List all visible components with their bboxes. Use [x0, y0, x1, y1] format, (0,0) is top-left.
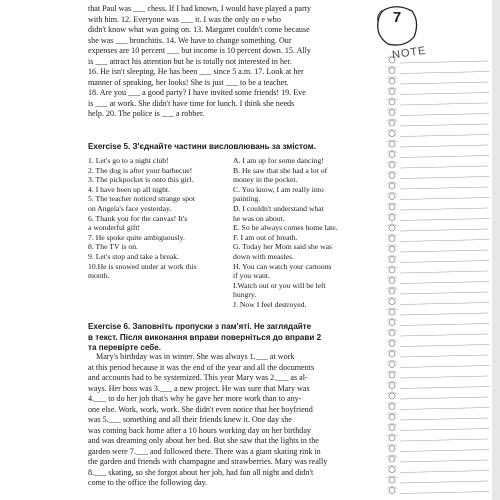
text-line: manner of speaking, her looks! She is just ___ to be a teacher.	[88, 77, 289, 87]
list-item: B. He saw that she had a lot of	[233, 165, 328, 175]
list-item: 6. Thank you for the canvas! It's	[88, 213, 188, 223]
text-line: was 5.___ something and all their friends knew it. One day she	[88, 415, 292, 424]
list-item: J. Now I feel destroyed.	[233, 299, 307, 309]
list-item: F. I am out of breath.	[233, 232, 298, 242]
list-item: 3. The pickpocket is onto this girl.	[88, 175, 194, 185]
list-item: H. You can watch your cartoons	[233, 261, 332, 271]
note-label: NOTE	[391, 44, 428, 62]
exercise6-text	[88, 352, 366, 489]
text-line: 4.___ to do her job that's why he gave her more work than to any-	[88, 394, 302, 403]
list-item: 5. The teacher noticed strange spot	[88, 194, 196, 204]
list-item: money in the pocket.	[233, 175, 298, 185]
notebook-margin	[384, 0, 500, 500]
text-line: that Paul was ___ chess. If I had known, I would have played a party	[88, 4, 311, 13]
list-item: C. You know, I am really into	[233, 184, 324, 194]
list-item: E. So he always comes home late.	[233, 223, 338, 233]
exercise6-title	[88, 322, 368, 354]
text-line: with him. 12. Everyone was ___ it. I was the only on e who	[88, 14, 281, 24]
text-line: help. 20. The police is ___ a robber.	[88, 109, 205, 118]
exercise6-title-line: Exercise 6. Заповніть пропуски з пам'яті. Не заглядайте	[88, 322, 312, 331]
list-item: a wonderful gift!	[88, 223, 141, 233]
list-item: 1. Let's go to a night club!	[88, 156, 169, 165]
text-line: the garden and friends with champagne and strawberries. Mary was really	[88, 457, 328, 466]
text-line: didn't know what was going on. 13. Margaret couldn't come because	[88, 25, 310, 34]
text-line: Mary's birthday was in winter. She was always 1.___ at work	[96, 352, 295, 361]
text-line: is ___ attract his attention but he is totally not interested in her.	[88, 56, 292, 66]
exercise6-title-line: в текст. Після виконання вправи поверніться до вправи 2	[88, 332, 322, 342]
list-item: D. I couldn't understand what	[233, 203, 324, 213]
text-line: and was dreaming only about her bed. But she saw that the lights in the	[88, 436, 319, 445]
exercise6-title-line: та перевірте себе.	[88, 343, 161, 352]
text-line: expenses are 10 percent ___ but income is 10 percent down. 15. Ally	[88, 46, 311, 55]
text-line: was coming back home after a 10 hours working day on her birthday	[88, 425, 311, 435]
list-item: painting.	[233, 194, 261, 204]
exercise5-left-column	[88, 156, 230, 281]
text-line: one else. Work, work, work. She didn't even notice that her boyfriend	[88, 404, 313, 414]
list-item: down with measles.	[233, 251, 294, 261]
list-item: 7. He spoke quite ambiguously.	[88, 232, 185, 242]
text-line: 8.___ skating, so she forgot about her job, had fun all night and didn't	[88, 467, 314, 477]
list-item: hungry.	[233, 290, 257, 300]
text-line: 18. Are you ___ a good party? I have invited some friends! 19. Eve	[88, 88, 306, 97]
list-item: 2. The dog is after your barbecue!	[88, 165, 193, 175]
list-item: 4. I have been up all night.	[88, 184, 170, 194]
list-item: on Angela's face yesterday.	[88, 203, 172, 213]
exercise5-title: Exercise 5. З'єднайте частини висловлювань за змістом.	[88, 142, 316, 151]
exercise4-continuation	[88, 4, 366, 120]
list-item: if you want.	[233, 271, 270, 281]
text-line: ways. Her boss was 3.___ a new project. He was sure that Mary was	[88, 383, 310, 393]
list-item: 10.He is snowed under at work this	[88, 261, 197, 271]
text-line: at this period because it was the end of the year and all the documents	[88, 362, 315, 372]
list-item: month.	[88, 271, 110, 281]
text-line: is ___ at work. She didn't have time for lunch. I think she needs	[88, 98, 295, 108]
text-line: she was ___ bronchitis. 14. We have to change something. Our	[88, 35, 292, 45]
text-line: 16. He isn't sleeping. He has been ___ since 5 a.m. 17. Look at her	[88, 67, 304, 76]
text-line: and accounts had to be systemized. This year Mary was 2.___ as al-	[88, 373, 308, 382]
text-line: come to the office the following day.	[88, 478, 208, 487]
list-item: I.Watch out or you will be left	[233, 280, 326, 290]
page-number: 7	[392, 9, 402, 26]
exercise5-right-column	[233, 156, 369, 310]
notebook-drawing	[384, 0, 500, 500]
list-item: 8. The TV is on.	[88, 242, 138, 252]
list-item: 9. Let's stop and take a break.	[88, 251, 180, 261]
list-item: G. Today her Mom said she was	[233, 242, 333, 252]
text-line: garden were 7.___ and followed there. There was a giant skating rink in	[88, 446, 321, 456]
list-item: he was on about.	[233, 213, 285, 223]
list-item: A. I am up for some dancing!	[233, 156, 324, 165]
